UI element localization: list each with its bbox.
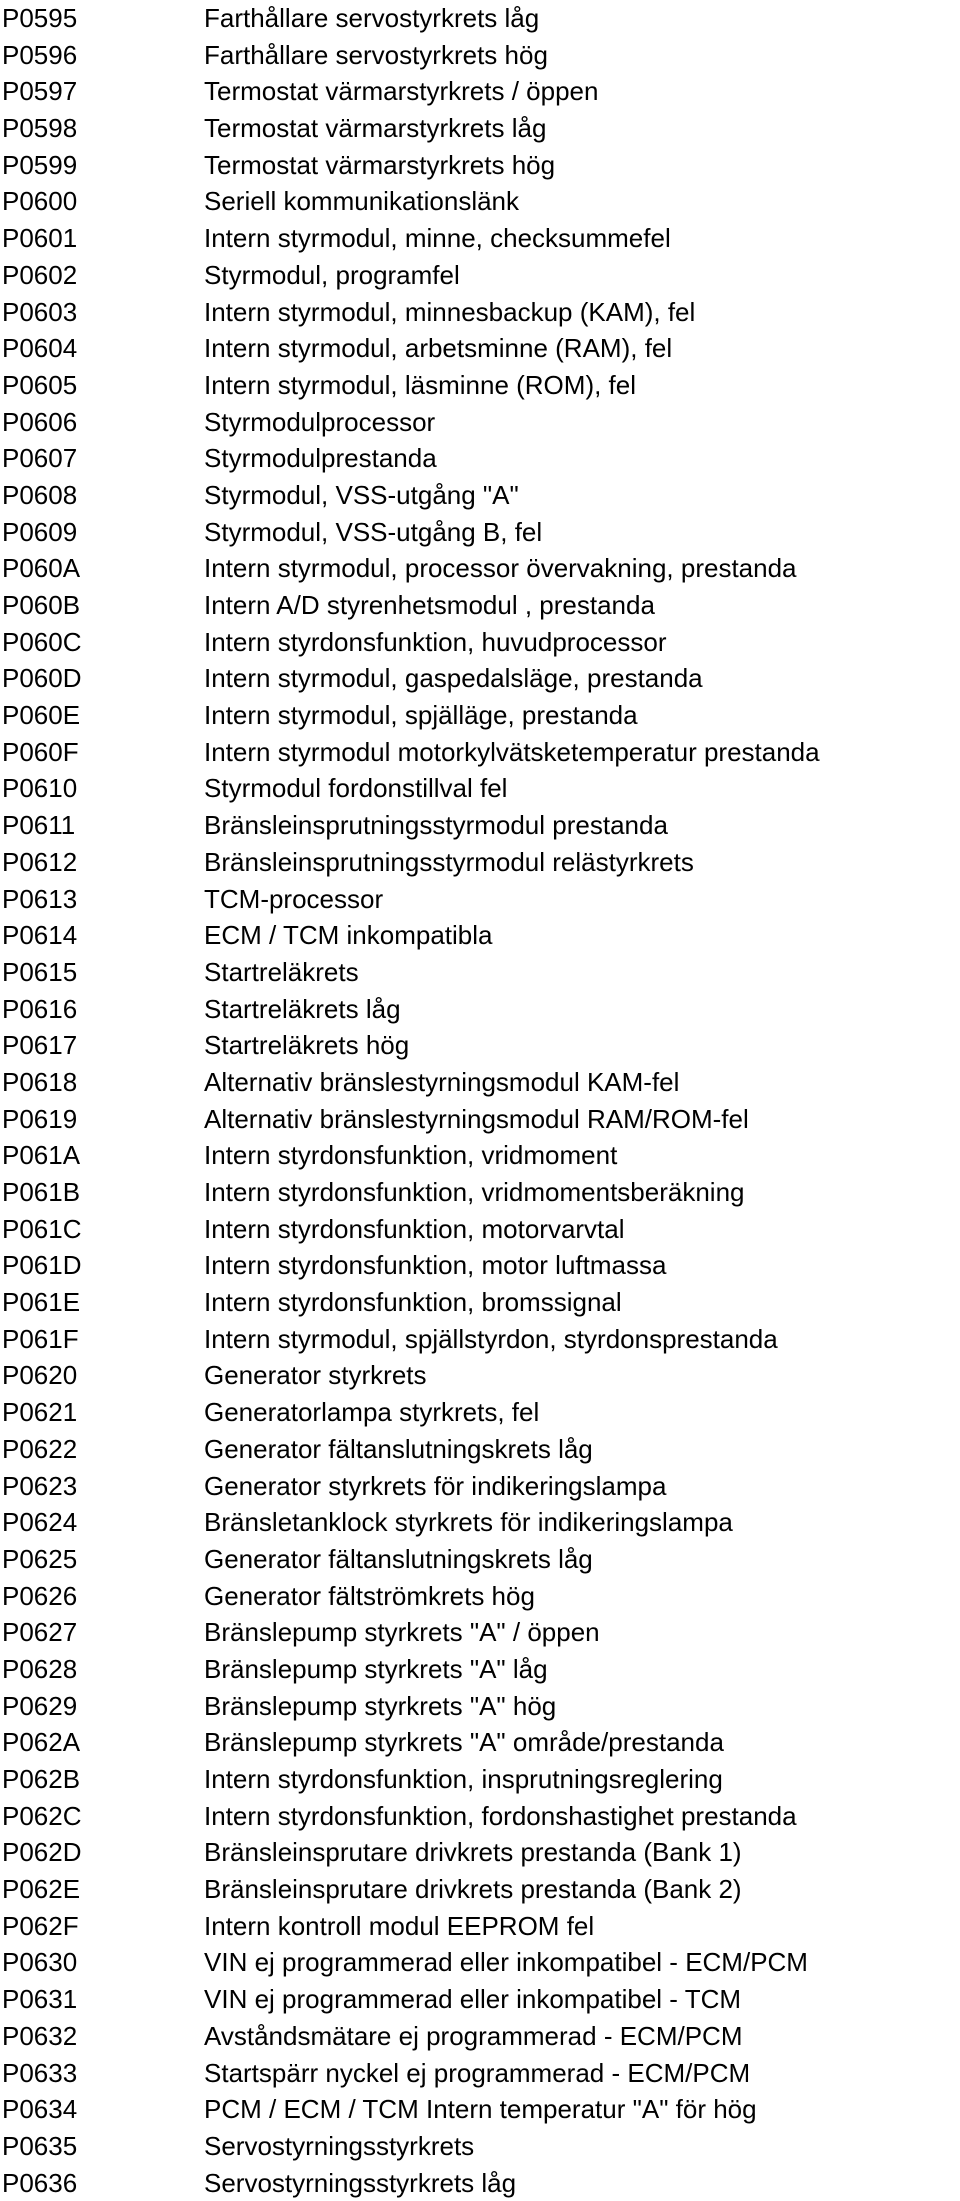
- fault-code: P0602: [2, 259, 78, 290]
- fault-description: Termostat värmarstyrkrets låg: [204, 113, 547, 144]
- fault-code: P061C: [2, 1213, 82, 1244]
- fault-description: Styrmodulprestanda: [204, 443, 437, 474]
- fault-description: Startreläkrets låg: [204, 993, 401, 1024]
- table-row: [0, 587, 960, 624]
- fault-description: Avståndsmätare ej programmerad - ECM/PCM: [204, 2020, 743, 2051]
- fault-code: P062E: [2, 1874, 81, 1905]
- table-row: [0, 1101, 960, 1138]
- fault-code: P0634: [2, 2094, 78, 2125]
- table-row: [0, 1614, 960, 1651]
- table-row: [0, 2018, 960, 2055]
- table-row: [0, 2128, 960, 2165]
- fault-code: P0621: [2, 1397, 78, 1428]
- fault-description: Seriell kommunikationslänk: [204, 186, 520, 217]
- fault-code: P0619: [2, 1103, 78, 1134]
- fault-description: VIN ej programmerad eller inkompatibel - ECM/PCM: [204, 1947, 808, 1978]
- table-row: [0, 1724, 960, 1761]
- fault-code: P0616: [2, 993, 78, 1024]
- table-row: [0, 991, 960, 1028]
- fault-description: Bränsleinsprutningsstyrmodul prestanda: [204, 810, 668, 841]
- fault-description: Alternativ bränslestyrningsmodul RAM/ROM-fel: [204, 1103, 749, 1134]
- fault-code: P0604: [2, 333, 78, 364]
- table-row: [0, 1541, 960, 1578]
- fault-description: Startreläkrets: [204, 956, 359, 987]
- table-row: [0, 2091, 960, 2128]
- fault-description: Intern styrdonsfunktion, bromssignal: [204, 1287, 622, 1318]
- fault-description: Bränsleinsprutningsstyrmodul relästyrkrets: [204, 846, 694, 877]
- table-row: [0, 1357, 960, 1394]
- fault-code: P0633: [2, 2057, 78, 2088]
- fault-description: Generator styrkrets: [204, 1360, 427, 1391]
- table-row: [0, 1137, 960, 1174]
- table-row: [0, 1468, 960, 1505]
- fault-description: Generatorlampa styrkrets, fel: [204, 1397, 540, 1428]
- fault-code: P062C: [2, 1800, 82, 1831]
- table-row: [0, 294, 960, 331]
- fault-code: P0611: [2, 810, 76, 841]
- table-row: [0, 1174, 960, 1211]
- fault-code: P060F: [2, 736, 79, 767]
- table-row: [0, 2055, 960, 2092]
- fault-code: P062B: [2, 1764, 81, 1794]
- fault-code: P060B: [2, 590, 81, 620]
- fault-code: P0612: [2, 846, 78, 877]
- table-row: [0, 404, 960, 441]
- fault-description: Intern styrmodul motorkylvätsketemperatur prestanda: [204, 736, 820, 767]
- fault-description: Bränslepump styrkrets "A" / öppen: [204, 1617, 600, 1648]
- fault-description: Servostyrningsstyrkrets: [204, 2130, 475, 2161]
- table-row: [0, 1321, 960, 1358]
- fault-description: Intern styrdonsfunktion, motor luftmassa: [204, 1250, 667, 1281]
- fault-code: P0625: [2, 1543, 78, 1574]
- fault-code: P0615: [2, 956, 78, 987]
- fault-code: P0628: [2, 1653, 78, 1684]
- fault-description: VIN ej programmerad eller inkompatibel - TCM: [204, 1984, 742, 2015]
- table-row: [0, 183, 960, 220]
- fault-description: Intern styrmodul, arbetsminne (RAM), fel: [204, 333, 673, 364]
- fault-description: Intern styrmodul, läsminne (ROM), fel: [204, 369, 637, 400]
- table-row: [0, 734, 960, 771]
- fault-description: Intern styrmodul, minnesbackup (KAM), fel: [204, 296, 696, 327]
- fault-code: P061B: [2, 1177, 81, 1207]
- fault-description: Styrmodul fordonstillval fel: [204, 773, 508, 804]
- table-row: [0, 110, 960, 147]
- table-row: [0, 367, 960, 404]
- fault-code: P0631: [2, 1984, 78, 2015]
- fault-description: ECM / TCM inkompatibla: [204, 920, 493, 951]
- table-row: [0, 1211, 960, 1248]
- table-row: [0, 1394, 960, 1431]
- fault-description: Intern styrdonsfunktion, insprutningsreglering: [204, 1764, 723, 1794]
- fault-description: Bränsleinsprutare drivkrets prestanda (Bank 2): [204, 1874, 742, 1905]
- fault-code: P0635: [2, 2130, 78, 2161]
- table-row: [0, 881, 960, 918]
- fault-code: P0620: [2, 1360, 78, 1391]
- fault-code: P0613: [2, 883, 78, 914]
- fault-code: P0614: [2, 920, 78, 951]
- fault-code: P0599: [2, 149, 78, 180]
- table-row: [0, 917, 960, 954]
- fault-description: Bränsleinsprutare drivkrets prestanda (Bank 1): [204, 1837, 742, 1868]
- fault-code: P0606: [2, 406, 78, 437]
- table-row: [0, 0, 960, 37]
- fault-code: P0605: [2, 369, 78, 400]
- table-row: [0, 73, 960, 110]
- table-row: [0, 1871, 960, 1908]
- fault-description: Bränsletanklock styrkrets för indikeringslampa: [204, 1507, 733, 1538]
- fault-description: Intern A/D styrenhetsmodul , prestanda: [204, 590, 655, 620]
- fault-description: Bränslepump styrkrets "A" låg: [204, 1653, 548, 1684]
- table-row: [0, 1651, 960, 1688]
- fault-description: Intern styrdonsfunktion, vridmomentsberäkning: [204, 1177, 745, 1207]
- table-row: [0, 514, 960, 551]
- table-row: [0, 807, 960, 844]
- table-row: [0, 37, 960, 74]
- fault-code: P060D: [2, 663, 82, 694]
- fault-code: P062A: [2, 1727, 81, 1758]
- fault-description: Generator styrkrets för indikeringslampa: [204, 1470, 667, 1501]
- fault-description: Styrmodul, VSS-utgång "A": [204, 479, 519, 510]
- fault-description: Intern styrmodul, spjällstyrdon, styrdonsprestanda: [204, 1323, 778, 1354]
- table-row: [0, 1284, 960, 1321]
- fault-code: P062D: [2, 1837, 82, 1868]
- table-row: [0, 147, 960, 184]
- fault-code: P0596: [2, 39, 78, 70]
- table-row: [0, 477, 960, 514]
- table-row: [0, 1834, 960, 1871]
- fault-description: Styrmodul, programfel: [204, 259, 460, 290]
- fault-description: Farthållare servostyrkrets låg: [204, 3, 540, 33]
- fault-description: Generator fältanslutningskrets låg: [204, 1543, 593, 1574]
- fault-code: P061D: [2, 1250, 82, 1281]
- table-row: [0, 1688, 960, 1725]
- table-row: [0, 624, 960, 661]
- table-row: [0, 257, 960, 294]
- fault-code: P0603: [2, 296, 78, 327]
- fault-description: TCM-processor: [204, 883, 384, 914]
- fault-description: Intern styrdonsfunktion, vridmoment: [204, 1140, 618, 1171]
- table-row: [0, 770, 960, 807]
- table-row: [0, 1578, 960, 1615]
- table-row: [0, 1981, 960, 2018]
- fault-description: Servostyrningsstyrkrets låg: [204, 2167, 517, 2198]
- fault-code: P061A: [2, 1140, 81, 1171]
- fault-description: Styrmodulprocessor: [204, 406, 436, 437]
- fault-code: P0598: [2, 113, 78, 144]
- fault-description: Bränslepump styrkrets "A" hög: [204, 1690, 557, 1721]
- fault-description: Generator fältströmkrets hög: [204, 1580, 535, 1611]
- table-row: [0, 1064, 960, 1101]
- fault-description: Intern styrdonsfunktion, motorvarvtal: [204, 1213, 625, 1244]
- fault-description: Alternativ bränslestyrningsmodul KAM-fel: [204, 1066, 680, 1097]
- fault-code: P0627: [2, 1617, 78, 1648]
- fault-description: Intern styrdonsfunktion, fordonshastighet prestanda: [204, 1800, 797, 1831]
- fault-code: P060A: [2, 553, 81, 584]
- fault-description: Intern styrmodul, minne, checksummefel: [204, 223, 671, 254]
- table-row: [0, 1944, 960, 1981]
- fault-description: Startspärr nyckel ej programmerad - ECM/PCM: [204, 2057, 751, 2088]
- fault-code: P0624: [2, 1507, 78, 1538]
- table-row: [0, 1908, 960, 1945]
- table-row: [0, 440, 960, 477]
- table-row: [0, 220, 960, 257]
- fault-code: P0636: [2, 2167, 78, 2198]
- table-row: [0, 1761, 960, 1798]
- fault-description: Styrmodul, VSS-utgång B, fel: [204, 516, 543, 547]
- fault-description: Intern kontroll modul EEPROM fel: [204, 1910, 595, 1941]
- table-row: [0, 697, 960, 734]
- fault-description: Startreläkrets hög: [204, 1030, 410, 1061]
- table-row: [0, 660, 960, 697]
- fault-description: Intern styrmodul, spjälläge, prestanda: [204, 700, 638, 731]
- fault-code: P062F: [2, 1910, 79, 1941]
- fault-code: P0617: [2, 1030, 78, 1061]
- fault-code: P0600: [2, 186, 78, 217]
- fault-code: P0626: [2, 1580, 78, 1611]
- table-row: [0, 330, 960, 367]
- fault-code: P0609: [2, 516, 78, 547]
- table-row: [0, 954, 960, 991]
- fault-description: Intern styrdonsfunktion, huvudprocessor: [204, 626, 667, 657]
- fault-code: P0610: [2, 773, 78, 804]
- fault-description: Bränslepump styrkrets "A" område/prestanda: [204, 1727, 724, 1758]
- fault-description: Termostat värmarstyrkrets hög: [204, 149, 556, 180]
- table-row: [0, 1247, 960, 1284]
- fault-code: P0629: [2, 1690, 78, 1721]
- fault-code: P0632: [2, 2020, 78, 2051]
- fault-code: P0601: [2, 223, 78, 254]
- fault-description: PCM / ECM / TCM Intern temperatur "A" för hög: [204, 2094, 757, 2125]
- fault-code: P0630: [2, 1947, 78, 1978]
- fault-code: P0623: [2, 1470, 78, 1501]
- fault-code: P0597: [2, 76, 78, 107]
- table-row: [0, 2165, 960, 2201]
- fault-code: P061F: [2, 1323, 79, 1354]
- fault-code: P060C: [2, 626, 82, 657]
- fault-description: Generator fältanslutningskrets låg: [204, 1433, 593, 1464]
- fault-description: Farthållare servostyrkrets hög: [204, 39, 548, 70]
- fault-code: P0622: [2, 1433, 78, 1464]
- fault-description: Intern styrmodul, processor övervakning, prestanda: [204, 553, 797, 584]
- fault-code: P0618: [2, 1066, 78, 1097]
- fault-code: P0607: [2, 443, 78, 474]
- fault-code: P060E: [2, 700, 81, 731]
- table-row: [0, 1504, 960, 1541]
- table-row: [0, 1431, 960, 1468]
- table-row: [0, 550, 960, 587]
- table-row: [0, 1798, 960, 1835]
- fault-code: P0608: [2, 479, 78, 510]
- fault-code: P0595: [2, 3, 78, 33]
- table-row: [0, 1027, 960, 1064]
- fault-description: Termostat värmarstyrkrets / öppen: [204, 76, 599, 107]
- table-row: [0, 844, 960, 881]
- fault-code: P061E: [2, 1287, 81, 1318]
- fault-description: Intern styrmodul, gaspedalsläge, prestanda: [204, 663, 703, 694]
